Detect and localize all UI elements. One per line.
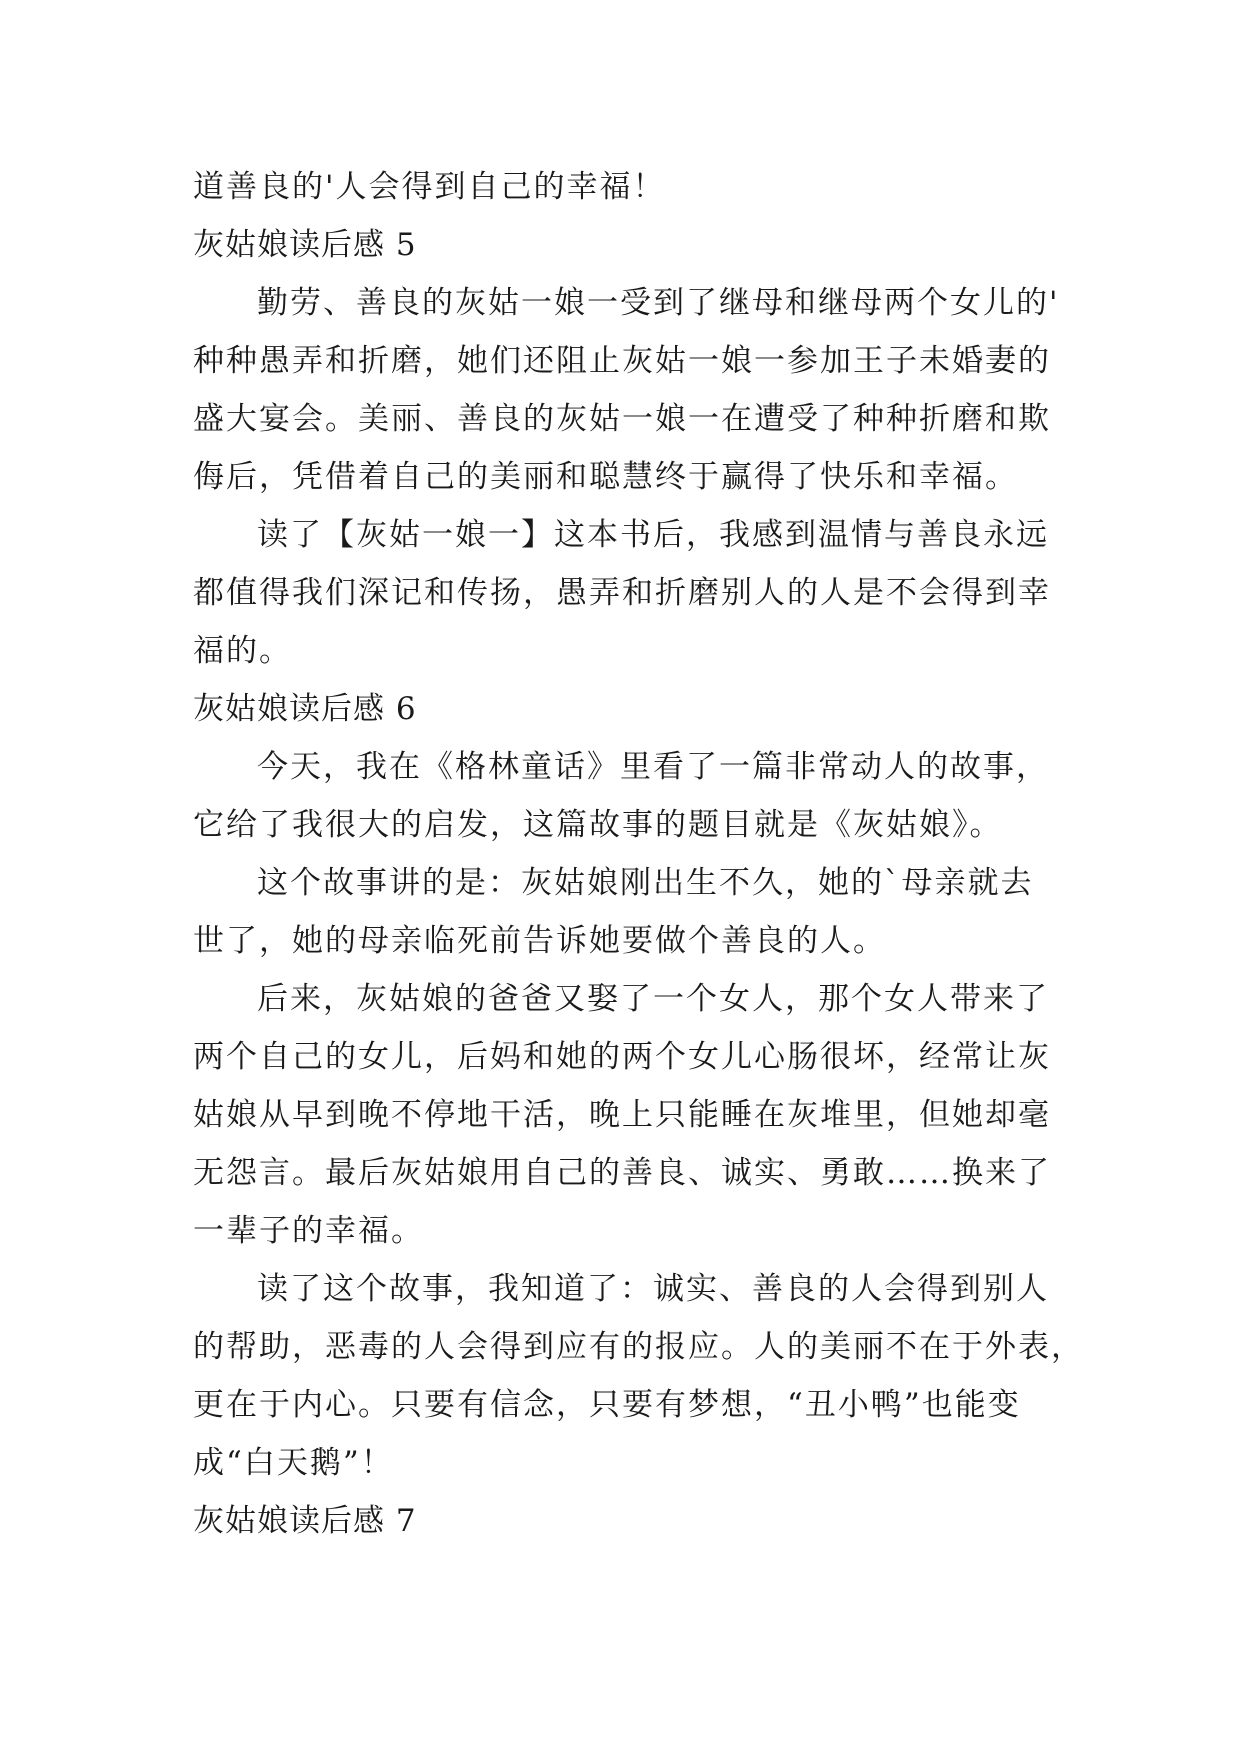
document-body — [193, 158, 1083, 1550]
paragraph-line: 福的。 — [193, 633, 292, 669]
paragraph-line: 勤劳、善良的灰姑一娘一受到了继母和继母两个女儿的' — [257, 285, 1060, 321]
text-line: 道善良的'人会得到自己的幸福！ — [193, 169, 666, 205]
paragraph — [193, 1260, 1083, 1492]
paragraph-line: 世了，她的母亲临死前告诉她要做个善良的人。 — [193, 923, 886, 959]
paragraph — [193, 854, 1083, 970]
section-heading-5: 灰姑娘读后感 5 — [193, 227, 417, 263]
section-heading-7: 灰姑娘读后感 7 — [193, 1503, 417, 1539]
paragraph-line: 无怨言。最后灰姑娘用自己的善良、诚实、勇敢……换来了 — [193, 1155, 1051, 1191]
paragraph-line: 姑娘从早到晚不停地干活，晚上只能睡在灰堆里，但她却毫 — [193, 1097, 1051, 1133]
paragraph — [193, 506, 1083, 680]
paragraph-line: 读了【灰姑一娘一】这本书后，我感到温情与善良永远 — [257, 517, 1049, 553]
paragraph-line: 这个故事讲的是：灰姑娘刚出生不久，她的`母亲就去 — [257, 865, 1034, 901]
paragraph-line: 今天，我在《格林童话》里看了一篇非常动人的故事， — [257, 749, 1049, 785]
paragraph-line: 后来，灰姑娘的爸爸又娶了一个女人，那个女人带来了 — [257, 981, 1049, 1017]
paragraph-line: 的帮助，恶毒的人会得到应有的报应。人的美丽不在于外表， — [193, 1329, 1084, 1365]
paragraph — [193, 738, 1083, 854]
paragraph-line: 侮后，凭借着自己的美丽和聪慧终于赢得了快乐和幸福。 — [193, 459, 1018, 495]
paragraph-line: 种种愚弄和折磨，她们还阻止灰姑一娘一参加王子未婚妻的 — [193, 343, 1051, 379]
paragraph-line: 两个自己的女儿，后妈和她的两个女儿心肠很坏，经常让灰 — [193, 1039, 1051, 1075]
paragraph — [193, 274, 1083, 506]
section-heading-6: 灰姑娘读后感 6 — [193, 691, 417, 727]
paragraph-line: 一辈子的幸福。 — [193, 1213, 424, 1249]
paragraph-line: 盛大宴会。美丽、善良的灰姑一娘一在遭受了种种折磨和欺 — [193, 401, 1051, 437]
paragraph-line: 都值得我们深记和传扬，愚弄和折磨别人的人是不会得到幸 — [193, 575, 1051, 611]
paragraph — [193, 970, 1083, 1260]
paragraph-line: 成“白天鹅”！ — [193, 1445, 394, 1481]
paragraph-line: 更在于内心。只要有信念，只要有梦想，“丑小鸭”也能变 — [193, 1387, 1021, 1423]
paragraph-line: 它给了我很大的启发，这篇故事的题目就是《灰姑娘》。 — [193, 807, 1003, 843]
paragraph-line: 读了这个故事，我知道了：诚实、善良的人会得到别人 — [257, 1271, 1049, 1307]
